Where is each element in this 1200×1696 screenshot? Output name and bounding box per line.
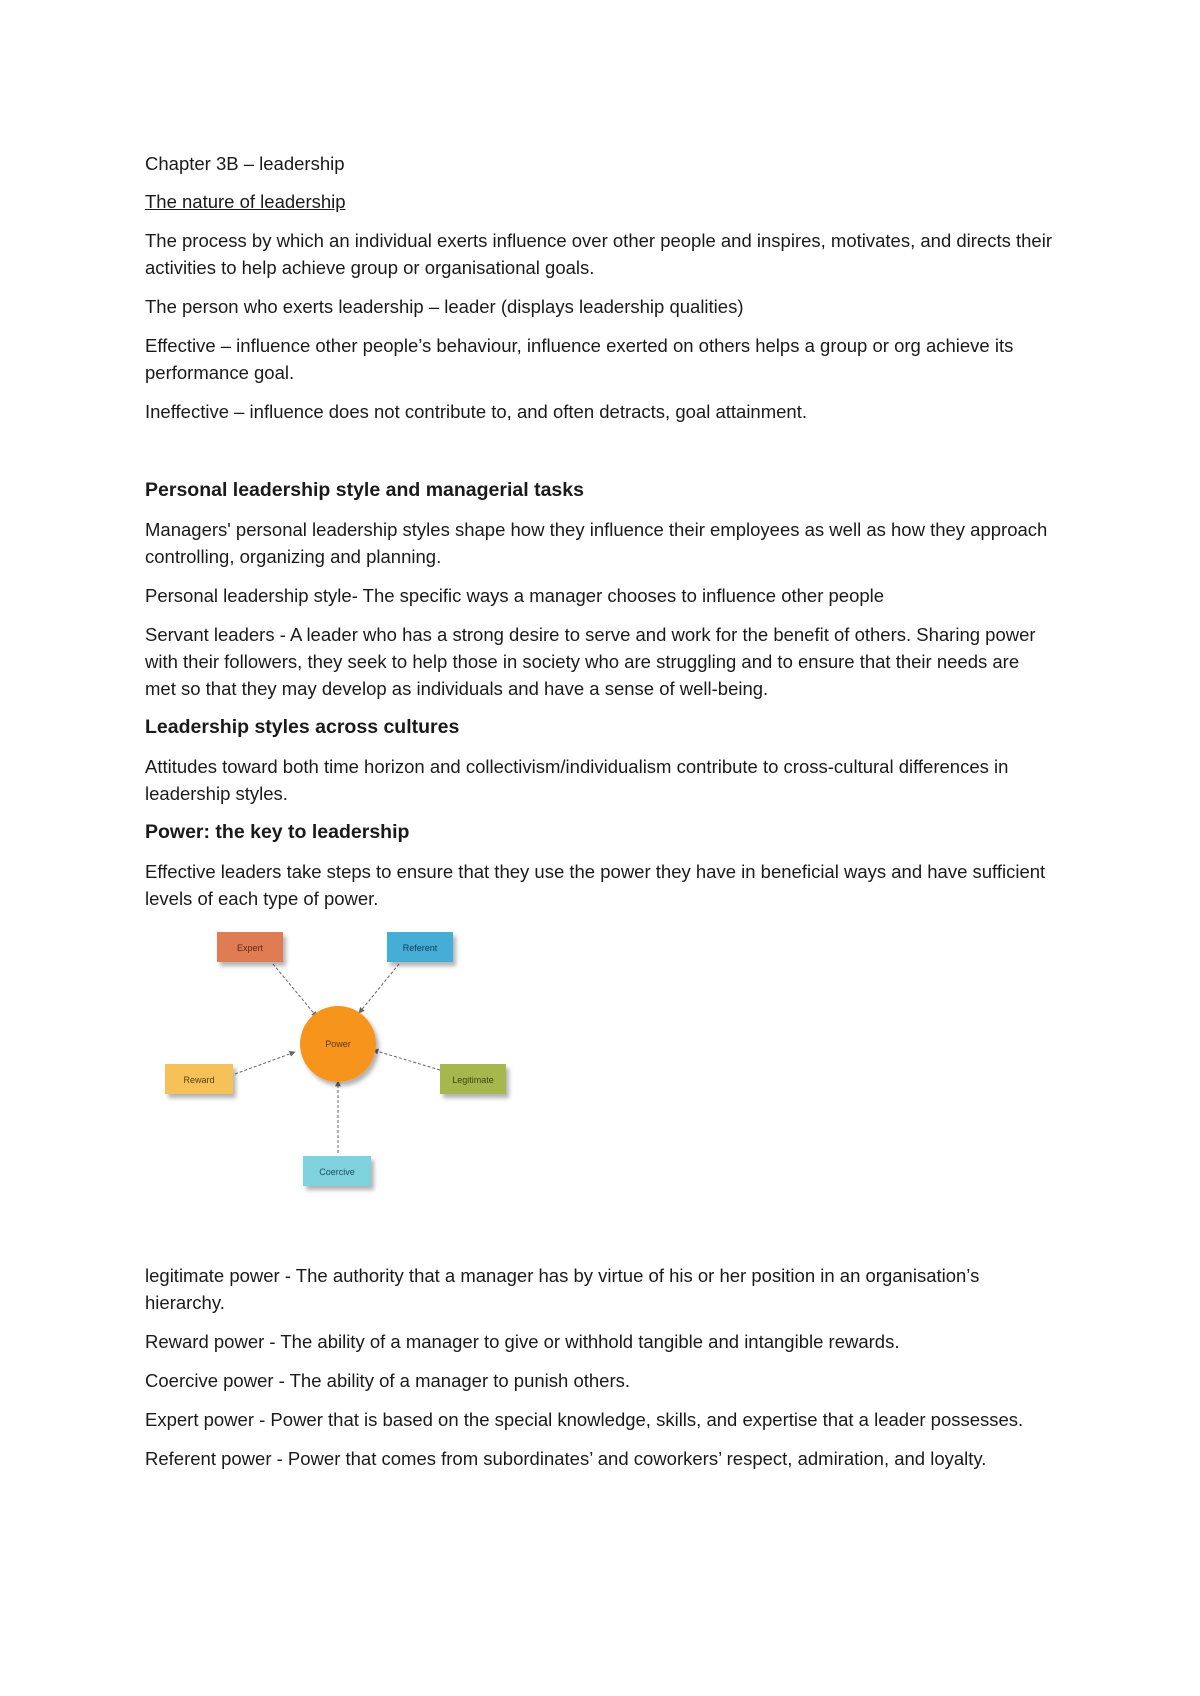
arrow-expert-to-power [273,964,317,1017]
arrow-reward-to-power [235,1052,295,1074]
arrow-legitimate-to-power [373,1050,440,1070]
heading-power: Power: the key to leadership [145,821,410,843]
power-node-label: Power [325,1039,351,1049]
heading-cultures: Leadership styles across cultures [145,716,460,738]
legitimate-node [440,1064,506,1094]
power-diagram [145,924,1055,1244]
reward-node [165,1064,233,1094]
paragraph-servant: Servant leaders - A leader who has a strong desire to serve and work for the benefit of others. Sharing power with their followers, they seek to help those in society who are struggling and to ensure that their needs are met so that they may develop as individuals and have a sense of well-being. [145,624,1036,699]
paragraph-attitudes: Attitudes toward both time horizon and collectivism/individualism contribute to cross-cultural differences in leadership styles. [145,756,1009,804]
reward-node-label: Reward [183,1075,215,1085]
document-body [145,150,1055,1484]
section-heading-nature: The nature of leadership [145,191,346,212]
paragraph-expert-power: Expert power - Power that is based on the special knowledge, skills, and expertise that a leader possesses. [145,1409,1024,1430]
paragraph-style: Personal leadership style- The specific ways a manager chooses to influence other people [145,585,885,606]
referent-node [387,932,453,962]
heading-personal-style: Personal leadership style and managerial tasks [145,479,584,501]
expert-node [217,932,283,962]
expert-node-label: Expert [236,943,264,953]
paragraph-referent-power: Referent power - Power that comes from subordinates’ and coworkers’ respect, admiration, and loyalty. [145,1448,987,1469]
power-diagram-svg [145,924,1055,1244]
arrow-referent-to-power [359,964,399,1013]
paragraph-leader: The person who exerts leadership – leader (displays leadership qualities) [145,296,744,317]
paragraph-reward-power: Reward power - The ability of a manager to give or withhold tangible and intangible rewards. [145,1331,900,1352]
referent-node-label: Referent [402,943,438,953]
coercive-node-label: Coercive [319,1167,355,1177]
power-node [300,1006,376,1082]
paragraph-coercive-power: Coercive power - The ability of a manager to punish others. [145,1370,631,1391]
legitimate-node-label: Legitimate [452,1075,494,1085]
paragraph-effective-leaders: Effective leaders take steps to ensure that they use the power they have in beneficial ways and have sufficient levels of each type of power. [145,861,1046,909]
paragraph-managers: Managers' personal leadership styles shape how they influence their employees as well as how they approach controlling, organizing and planning. [145,519,1048,567]
coercive-node [303,1156,371,1186]
chapter-title: Chapter 3B – leadership [145,153,345,174]
paragraph-effective: Effective – influence other people’s behaviour, influence exerted on others helps a group or org achieve its performance goal. [145,335,1014,383]
paragraph-ineffective: Ineffective – influence does not contribute to, and often detracts, goal attainment. [145,401,807,422]
paragraph-definition: The process by which an individual exerts influence over other people and inspires, motivates, and directs their activities to help achieve group or organisational goals. [145,230,1052,278]
paragraph-legitimate-power: legitimate power - The authority that a manager has by virtue of his or her position in an organisation’s hierarchy. [145,1265,980,1313]
